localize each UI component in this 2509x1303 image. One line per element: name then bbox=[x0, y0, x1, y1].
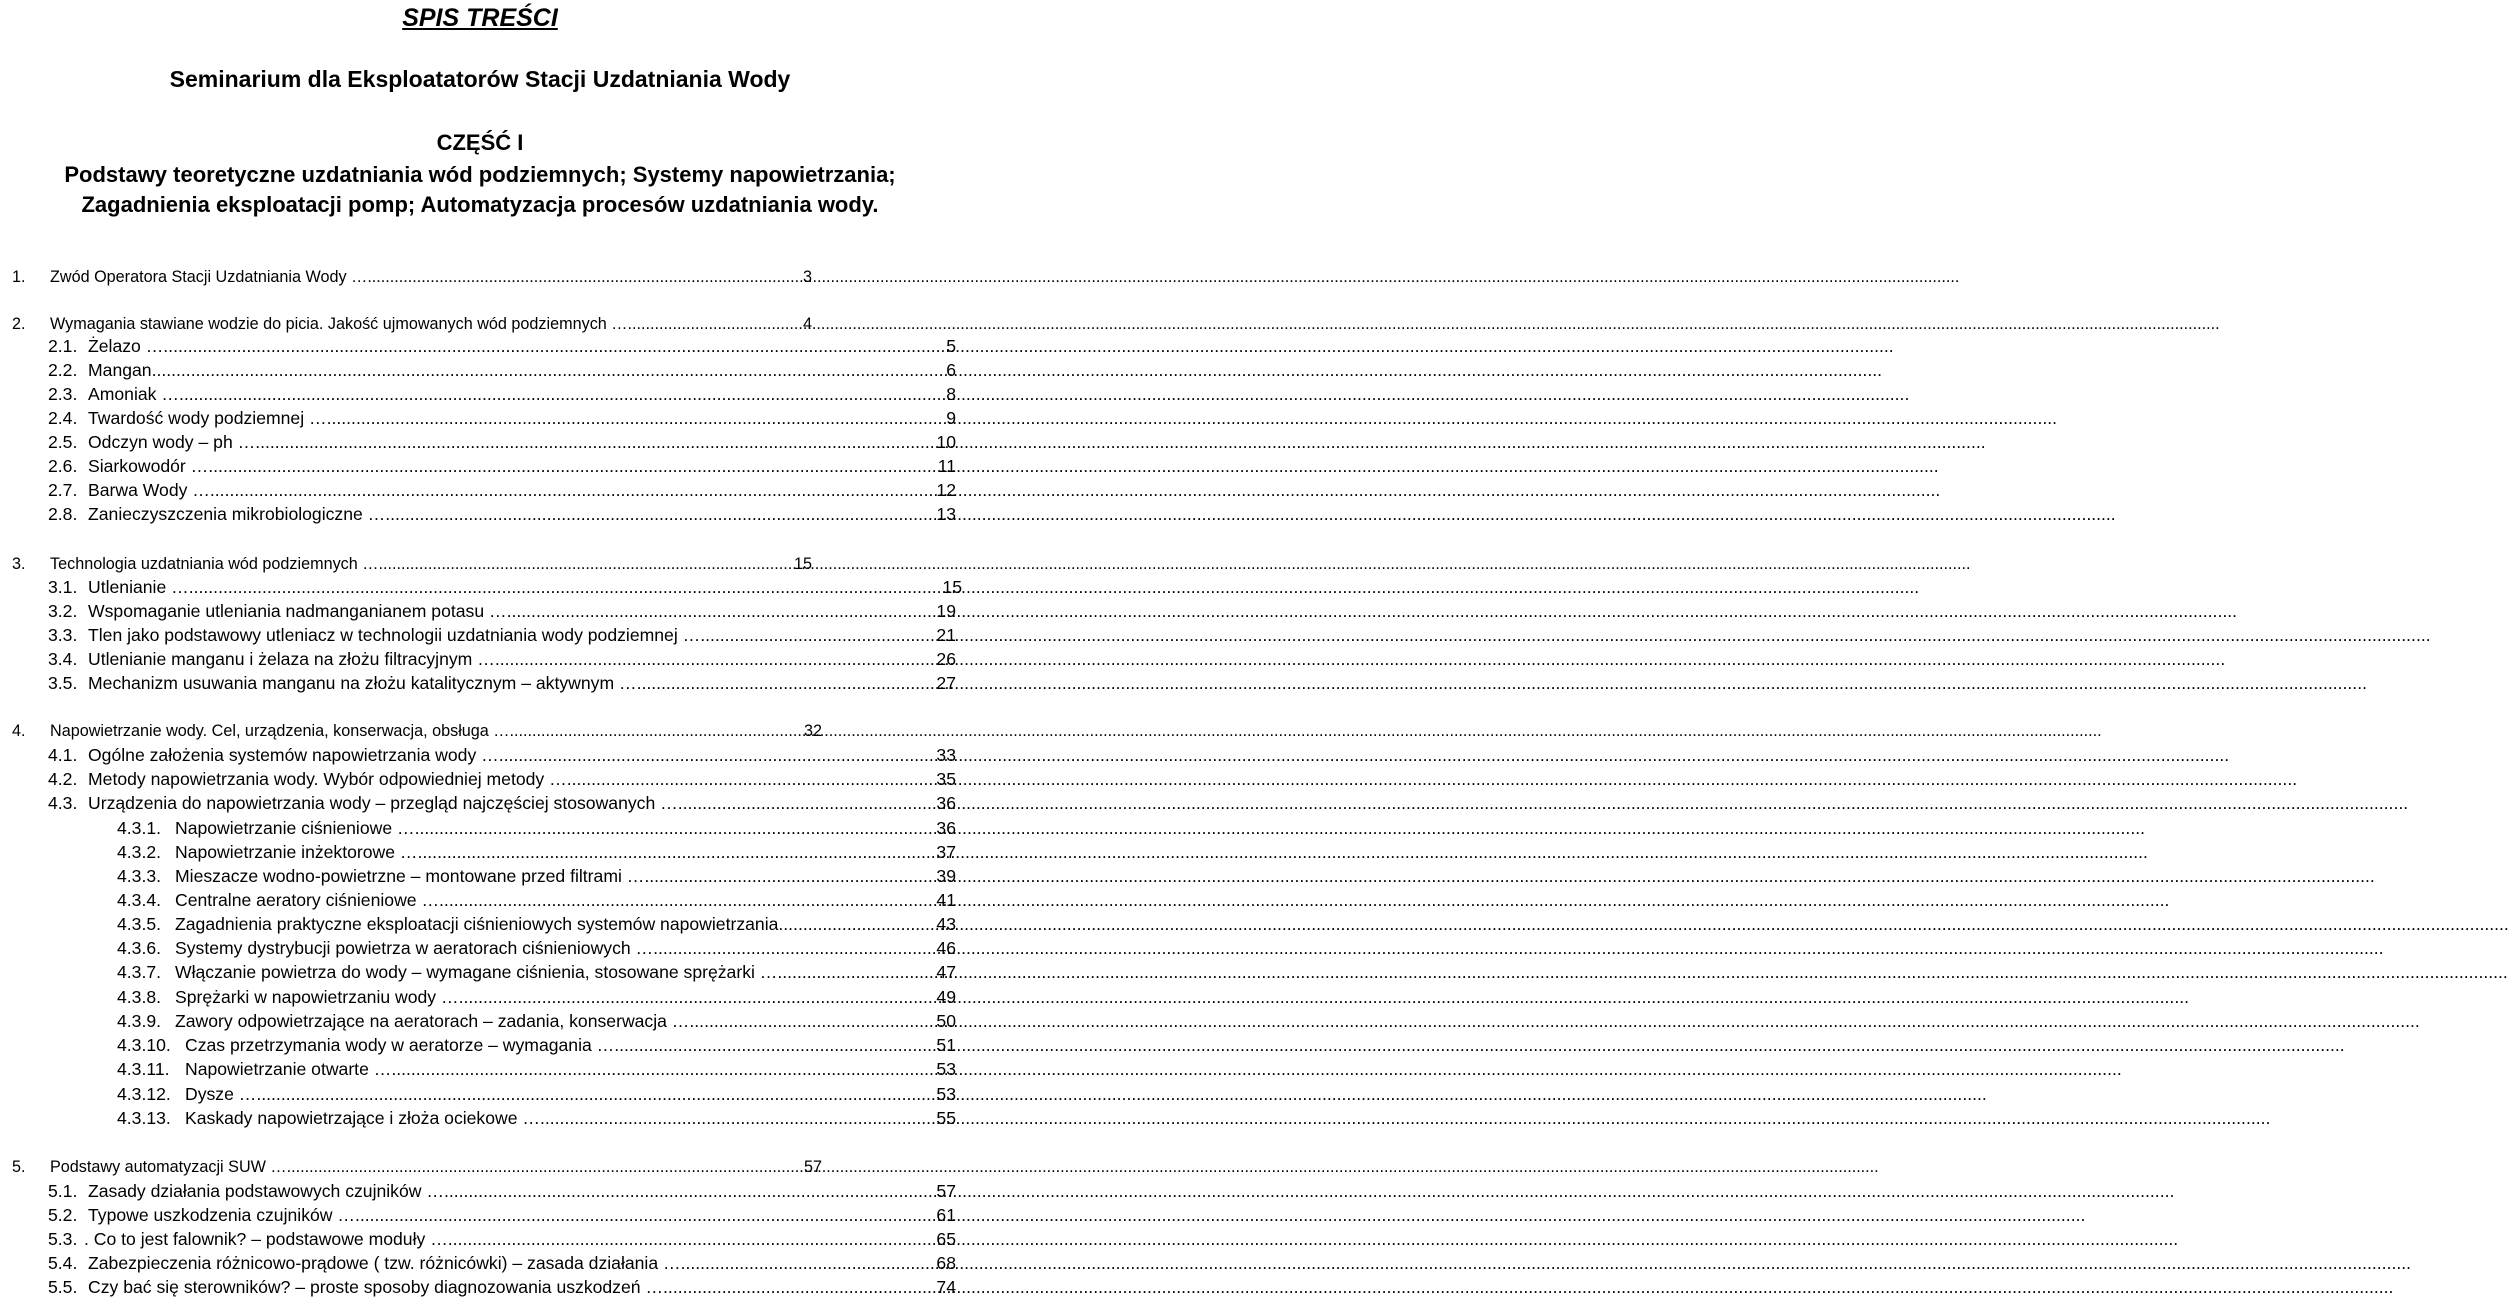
toc-leader-dots bbox=[255, 431, 910, 453]
toc-entry bbox=[48, 1276, 956, 1298]
toc-entry-page: 41 bbox=[936, 890, 956, 910]
toc-entry-page: 53 bbox=[936, 1059, 956, 1079]
toc-entry-number: 3.4. bbox=[48, 649, 78, 669]
toc-entry-number: 2.2. bbox=[48, 360, 78, 380]
toc-entry-page: 49 bbox=[936, 987, 956, 1007]
toc-entry bbox=[48, 335, 956, 357]
toc-entry-number: 3.1. bbox=[48, 577, 78, 597]
toc-entry bbox=[48, 1204, 956, 1226]
toc-leader-dots bbox=[439, 889, 910, 911]
toc-entry-page: 13 bbox=[936, 504, 956, 524]
toc-entry bbox=[48, 624, 956, 646]
toc-entry-page: 15 bbox=[793, 555, 812, 573]
toc-entry bbox=[117, 865, 956, 887]
toc-entry bbox=[48, 1228, 956, 1250]
toc-leader-dots bbox=[507, 600, 910, 622]
toc-entry-title: Sprężarki w napowietrzaniu wody … bbox=[175, 987, 459, 1007]
toc-entry-number: 5.2. bbox=[48, 1205, 78, 1225]
toc-entry-page: 43 bbox=[936, 914, 956, 934]
toc-entry-number: 4.3.5. bbox=[117, 914, 162, 934]
toc-entry bbox=[48, 600, 956, 622]
seminar-title: Seminarium dla Eksploatatorów Stacji Uzdatniania Wody bbox=[169, 66, 791, 92]
toc-entry bbox=[117, 1034, 956, 1056]
toc-entry-number: 5.3. bbox=[48, 1229, 78, 1249]
toc-entry-number: 3. bbox=[12, 555, 26, 573]
toc-leader-dots bbox=[208, 455, 910, 477]
toc-leader-dots bbox=[163, 335, 910, 357]
toc-entry-number: 4.3.4. bbox=[117, 890, 162, 910]
toc-entry-title: Zwód Operatora Stacji Uzdatniania Wody … bbox=[50, 268, 368, 286]
toc-entry-number: 4.3. bbox=[48, 793, 78, 813]
toc-entry-number: 4.3.10. bbox=[117, 1035, 171, 1055]
toc-entry bbox=[48, 383, 956, 405]
toc-leader-dots bbox=[495, 648, 910, 670]
toc-entry bbox=[48, 407, 956, 429]
toc-leader-dots bbox=[367, 266, 784, 288]
toc-entry bbox=[117, 1107, 956, 1129]
toc-entry-title: Napowietrzanie otwarte … bbox=[185, 1059, 392, 1079]
toc-entry-number: 3.3. bbox=[48, 625, 78, 645]
toc-entry-title: Wspomaganie utleniania nadmanganianem potasu … bbox=[88, 601, 507, 621]
toc-entry-page: 55 bbox=[936, 1108, 956, 1128]
toc-leader-dots bbox=[189, 576, 912, 598]
toc-entry-title: Metody napowietrzania wody. Wybór odpowiedniej metody … bbox=[88, 769, 567, 789]
toc-entry-page: 9 bbox=[946, 408, 956, 428]
toc-entry-page: 47 bbox=[936, 962, 956, 982]
toc-entry bbox=[48, 503, 956, 525]
toc-entry-number: 5.5. bbox=[48, 1277, 78, 1297]
toc-entry-page: 11 bbox=[937, 456, 956, 476]
toc-leader-dots bbox=[418, 841, 910, 863]
toc-leader-dots bbox=[637, 672, 910, 694]
toc-entry-number: 4.3.3. bbox=[117, 866, 162, 886]
toc-leader-dots bbox=[391, 1058, 910, 1080]
toc-entry-title: Napowietrzanie inżektorowe … bbox=[175, 842, 418, 862]
toc-entry bbox=[117, 889, 956, 911]
toc-entry-number: 3.5. bbox=[48, 673, 78, 693]
toc-leader-dots bbox=[256, 1083, 910, 1105]
toc-entry-title: Mechanizm usuwania manganu na złożu katalitycznym – aktywnym … bbox=[88, 673, 637, 693]
toc-entry-page: 19 bbox=[936, 601, 956, 621]
toc-leader-dots bbox=[210, 479, 910, 501]
toc-entry-page: 53 bbox=[936, 1084, 956, 1104]
toc-leader-dots bbox=[152, 359, 910, 381]
toc-leader-dots bbox=[509, 720, 790, 742]
toc-entry bbox=[117, 841, 956, 863]
toc-leader-dots bbox=[540, 1107, 910, 1129]
toc-entry bbox=[117, 961, 956, 983]
toc-entry-number: 4.3.1. bbox=[117, 818, 162, 838]
toc-leader-dots bbox=[663, 1276, 910, 1298]
toc-entry-number: 2.1. bbox=[48, 336, 78, 356]
toc-entry-page: 15 bbox=[942, 577, 962, 597]
toc-entry-title: Technologia uzdatniania wód podziemnych … bbox=[50, 555, 379, 573]
toc-entry bbox=[117, 817, 956, 839]
toc-entry-page: 65 bbox=[936, 1229, 956, 1249]
toc-entry-title: Zabezpieczenia różnicowo-prądowe ( tzw. różnicówki) – zasada działania … bbox=[88, 1253, 681, 1273]
toc-entry-page: 4 bbox=[802, 315, 812, 333]
toc-entry-title: Kaskady napowietrzające i złoża ociekowe … bbox=[185, 1108, 540, 1128]
part-description-line: Zagadnienia eksploatacji pomp; Automatyzacja procesów uzdatniania wody. bbox=[81, 192, 879, 217]
toc-entry-page: 33 bbox=[936, 745, 956, 765]
toc-entry-page: 46 bbox=[936, 938, 956, 958]
toc-leader-dots bbox=[614, 1034, 910, 1056]
toc-leader-dots bbox=[415, 817, 910, 839]
toc-leader-dots bbox=[700, 624, 910, 646]
toc-entry bbox=[117, 986, 956, 1008]
toc-leader-dots bbox=[459, 986, 910, 1008]
toc-entry-title: Włączanie powietrza do wody – wymagane ciśnienia, stosowane sprężarki … bbox=[175, 962, 778, 982]
toc-entry-page: 50 bbox=[936, 1011, 956, 1031]
toc-entry-number: 5. bbox=[12, 1158, 26, 1176]
toc-entry bbox=[48, 768, 956, 790]
part-description-line: Podstawy teoretyczne uzdatniania wód podziemnych; Systemy napowietrzania; bbox=[64, 162, 896, 187]
toc-entry-number: 4. bbox=[12, 722, 26, 740]
toc-entry-title: Ogólne założenia systemów napowietrzania wody … bbox=[88, 745, 499, 765]
toc-entry-title: Urządzenia do napowietrzania wody – przegląd najczęściej stosowanych … bbox=[88, 793, 678, 813]
toc-entry-page: 21 bbox=[936, 625, 956, 645]
toc-entry-title: Napowietrzanie wody. Cel, urządzenia, konserwacja, obsługa … bbox=[50, 722, 510, 740]
toc-entry-number: 4.3.9. bbox=[117, 1011, 162, 1031]
toc-entry-number: 4.1. bbox=[48, 745, 78, 765]
toc-entry bbox=[48, 479, 956, 501]
toc-entry-page: 5 bbox=[946, 336, 956, 356]
toc-entry-title: Wymagania stawiane wodzie do picia. Jakość ujmowanych wód podziemnych … bbox=[50, 315, 628, 333]
toc-entry-number: 4.3.8. bbox=[117, 987, 162, 1007]
toc-entry-number: 2.3. bbox=[48, 384, 78, 404]
toc-leader-dots bbox=[678, 792, 910, 814]
toc-entry-number: 4.3.2. bbox=[117, 842, 162, 862]
table-of-contents bbox=[0, 0, 960, 1303]
toc-entry-title: Podstawy automatyzacji SUW … bbox=[50, 1158, 287, 1176]
toc-leader-dots bbox=[689, 1010, 910, 1032]
toc-entry-number: 1. bbox=[12, 268, 26, 286]
toc-entry-number: 5.4. bbox=[48, 1253, 78, 1273]
toc-entry-title: Czy bać się sterowników? – proste sposoby diagnozowania uszkodzeń … bbox=[88, 1277, 664, 1297]
toc-entry-title: Zawory odpowietrzające na aeratorach – zadania, konserwacja … bbox=[175, 1011, 690, 1031]
toc-entry-title: Mieszacze wodno-powietrzne – montowane przed filtrami … bbox=[175, 866, 645, 886]
toc-entry-number: 2.7. bbox=[48, 480, 78, 500]
toc-entry bbox=[12, 266, 812, 288]
toc-entry bbox=[12, 720, 822, 742]
toc-entry bbox=[48, 1180, 956, 1202]
toc-entry-number: 2.8. bbox=[48, 504, 78, 524]
toc-entry-number: 4.3.6. bbox=[117, 938, 162, 958]
toc-leader-dots bbox=[444, 1180, 910, 1202]
toc-leader-dots bbox=[355, 1204, 910, 1226]
toc-entry-page: 8 bbox=[946, 384, 956, 404]
toc-entry-page: 35 bbox=[936, 769, 956, 789]
toc-entry-title: Zasady działania podstawowych czujników … bbox=[88, 1181, 444, 1201]
toc-entry bbox=[48, 359, 956, 381]
toc-entry-number: 4.2. bbox=[48, 769, 78, 789]
toc-entry-number: 4.3.7. bbox=[117, 962, 162, 982]
toc-leader-dots bbox=[567, 768, 910, 790]
toc-leader-dots bbox=[628, 313, 785, 335]
toc-entry-page: 3 bbox=[802, 268, 812, 286]
toc-entry-number: 3.2. bbox=[48, 601, 78, 621]
toc-entry bbox=[117, 913, 956, 935]
toc-entry-page: 57 bbox=[936, 1181, 956, 1201]
toc-entry-number: 5.1. bbox=[48, 1181, 78, 1201]
toc-entry-title: Tlen jako podstawowy utleniacz w technologii uzdatniania wody podziemnej … bbox=[88, 625, 701, 645]
toc-leader-dots bbox=[448, 1228, 910, 1250]
toc-entry-page: 12 bbox=[936, 480, 956, 500]
toc-entry bbox=[117, 1058, 956, 1080]
toc-entry bbox=[117, 937, 956, 959]
toc-entry-page: 26 bbox=[936, 649, 956, 669]
toc-entry-page: 57 bbox=[803, 1158, 822, 1176]
toc-entry-number: 2. bbox=[12, 315, 26, 333]
toc-leader-dots bbox=[499, 744, 910, 766]
toc-entry bbox=[48, 455, 956, 477]
toc-entry-page: 36 bbox=[936, 818, 956, 838]
toc-entry-number: 4.3.13. bbox=[117, 1108, 171, 1128]
toc-leader-dots bbox=[378, 553, 784, 575]
toc-entry-page: 36 bbox=[936, 793, 956, 813]
toc-entry-page: 10 bbox=[936, 432, 956, 452]
toc-entry bbox=[48, 576, 962, 598]
toc-entry-number: 2.6. bbox=[48, 456, 78, 476]
toc-entry-title: Dysze … bbox=[185, 1084, 257, 1104]
toc-entry-number: 4.3.12. bbox=[117, 1084, 171, 1104]
toc-entry bbox=[48, 672, 956, 694]
toc-entry bbox=[48, 431, 956, 453]
toc-entry-page: 61 bbox=[936, 1205, 956, 1225]
toc-entry bbox=[117, 1083, 956, 1105]
toc-entry bbox=[48, 1252, 956, 1274]
toc-entry-page: 51 bbox=[936, 1035, 956, 1055]
toc-entry-page: 6 bbox=[946, 360, 956, 380]
toc-entry bbox=[117, 1010, 956, 1032]
toc-entry-title: Systemy dystrybucji powietrza w aeratorach ciśnieniowych … bbox=[175, 938, 654, 958]
toc-leader-dots bbox=[777, 961, 910, 983]
toc-entry-title: Amoniak … bbox=[88, 384, 179, 404]
toc-entry-number: 2.4. bbox=[48, 408, 78, 428]
toc-leader-dots bbox=[327, 407, 910, 429]
toc-entry bbox=[12, 313, 812, 335]
toc-entry-title: Barwa Wody … bbox=[88, 480, 210, 500]
toc-entry-title: Mangan bbox=[88, 360, 152, 380]
toc-leader-dots bbox=[644, 865, 910, 887]
toc-leader-dots bbox=[681, 1252, 910, 1274]
toc-entry-title: Napowietrzanie ciśnieniowe … bbox=[175, 818, 415, 838]
toc-entry-page: 39 bbox=[936, 866, 956, 886]
toc-entry-title: Siarkowodór … bbox=[88, 456, 209, 476]
toc-entry bbox=[12, 553, 812, 575]
toc-entry-title: Utlenianie manganu i żelaza na złożu filtracyjnym … bbox=[88, 649, 495, 669]
toc-entry-page: 27 bbox=[936, 673, 956, 693]
toc-leader-dots bbox=[287, 1156, 790, 1178]
toc-entry-title: Zagadnienia praktyczne eksploatacji ciśnieniowych systemów napowietrzania bbox=[175, 914, 779, 934]
toc-entry-number: 4.3.11. bbox=[117, 1059, 170, 1079]
toc-entry-number: 2.5. bbox=[48, 432, 78, 452]
toc-entry-title: Odczyn wody – ph … bbox=[88, 432, 256, 452]
toc-entry bbox=[48, 792, 956, 814]
toc-entry-page: 74 bbox=[936, 1277, 956, 1297]
toc-entry-page: 32 bbox=[803, 722, 822, 740]
toc-entry bbox=[12, 1156, 822, 1178]
toc-entry-title: Twardość wody podziemnej … bbox=[88, 408, 327, 428]
toc-entry-title: . Co to jest falownik? – podstawowe moduły … bbox=[84, 1229, 448, 1249]
part-label: CZĘŚĆ I bbox=[436, 130, 524, 155]
toc-entry-page: 68 bbox=[936, 1253, 956, 1273]
toc-leader-dots bbox=[179, 383, 910, 405]
toc-entry-title: Centralne aeratory ciśnieniowe … bbox=[175, 890, 440, 910]
toc-leader-dots bbox=[653, 937, 910, 959]
toc-entry-title: Żelazo … bbox=[88, 336, 164, 356]
toc-entry bbox=[48, 648, 956, 670]
toc-entry bbox=[48, 744, 956, 766]
toc-entry-title: Typowe uszkodzenia czujników … bbox=[88, 1205, 355, 1225]
document-title: SPIS TREŚCI bbox=[402, 4, 558, 32]
toc-entry-title: Utlenianie … bbox=[88, 577, 189, 597]
toc-leader-dots bbox=[385, 503, 910, 525]
toc-leader-dots bbox=[778, 913, 910, 935]
toc-entry-title: Zanieczyszczenia mikrobiologiczne … bbox=[88, 504, 386, 524]
toc-entry-title: Czas przetrzymania wody w aeratorze – wymagania … bbox=[185, 1035, 615, 1055]
toc-entry-page: 37 bbox=[936, 842, 956, 862]
